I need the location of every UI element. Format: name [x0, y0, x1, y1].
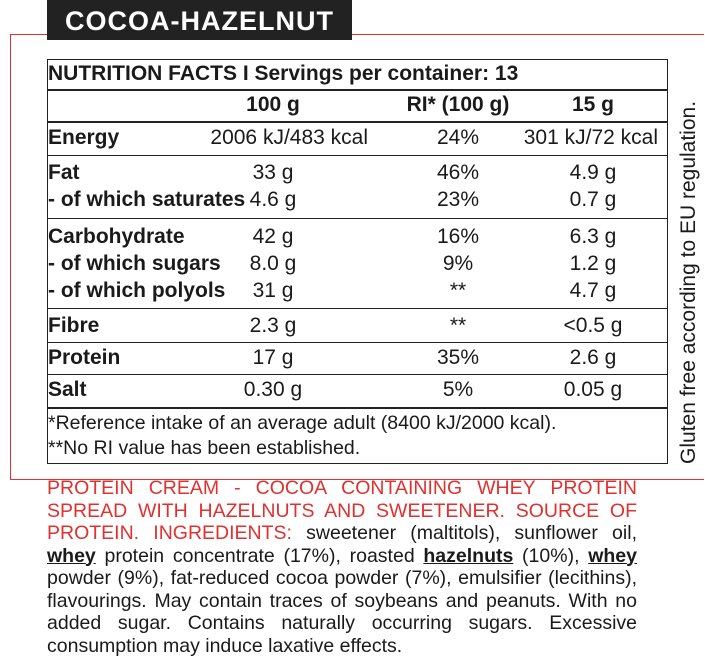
row-label-carbohydrate: Carbohydrate — [48, 225, 185, 248]
fat-100g: 33 g — [252, 161, 294, 184]
nutrition-header: NUTRITION FACTS I Servings per container: 13 — [48, 62, 519, 85]
saturates-ri: 23% — [436, 188, 480, 211]
salt-15g: 0.05 g — [563, 378, 623, 401]
divider — [48, 121, 667, 123]
ingredients-part: protein concentrate (17%), roasted — [95, 544, 424, 567]
protein-100g: 17 g — [252, 346, 294, 369]
energy-100g: 2006 kJ/483 kcal — [210, 126, 368, 149]
ingredients-text — [47, 477, 637, 657]
polyols-100g: 31 g — [252, 279, 294, 302]
allergen-hazelnuts: hazelnuts — [423, 544, 514, 567]
energy-ri: 24% — [436, 126, 480, 149]
carbohydrate-100g: 42 g — [252, 225, 294, 248]
fibre-15g: <0.5 g — [563, 314, 623, 337]
fibre-100g: 2.3 g — [249, 314, 297, 337]
row-label-salt: Salt — [48, 378, 87, 401]
divider — [48, 308, 667, 309]
divider — [48, 374, 667, 375]
salt-100g: 0.30 g — [243, 378, 303, 401]
row-label-fat: Fat — [48, 161, 80, 184]
row-label-fibre: Fibre — [48, 314, 100, 337]
ingredients-intro: PROTEIN CREAM - COCOA CONTAINING WHEY PROTEIN SPREAD WITH HAZELNUTS AND SWEETENER. SOURCE OF PROTEIN. INGREDIENTS: — [47, 477, 637, 544]
sugars-15g: 1.2 g — [569, 252, 617, 275]
row-label-polyols: - of which polyols — [48, 279, 226, 302]
row-label-saturates: - of which saturates — [48, 188, 246, 211]
carbohydrate-ri: 16% — [436, 225, 480, 248]
allergen-whey: whey — [47, 544, 96, 567]
sugars-ri: 9% — [442, 252, 474, 275]
col-header-ri: RI* (100 g) — [406, 93, 510, 116]
col-header-15g: 15 g — [571, 93, 615, 116]
fibre-ri: ** — [449, 314, 467, 337]
divider — [48, 155, 667, 156]
footnote-ri: *Reference intake of an average adult (8400 kJ/2000 kcal). — [48, 412, 557, 434]
divider — [48, 218, 667, 219]
product-title: COCOA-HAZELNUT — [47, 0, 352, 40]
protein-ri: 35% — [436, 346, 480, 369]
sugars-100g: 8.0 g — [249, 252, 297, 275]
saturates-100g: 4.6 g — [249, 188, 297, 211]
polyols-15g: 4.7 g — [569, 279, 617, 302]
gluten-free-note: Gluten free according to EU regulation. — [677, 100, 700, 464]
nutrition-facts-table — [47, 59, 668, 464]
footnote-no-ri: **No RI value has been established. — [48, 437, 361, 459]
ingredients-part: sweetener (maltitols), sunflower oil, — [291, 522, 637, 544]
divider — [48, 89, 667, 91]
carbohydrate-15g: 6.3 g — [569, 225, 617, 248]
fat-ri: 46% — [436, 161, 480, 184]
fat-15g: 4.9 g — [569, 161, 617, 184]
polyols-ri: ** — [449, 279, 467, 302]
ingredients-part: (10%), — [513, 544, 589, 567]
row-label-energy: Energy — [48, 126, 120, 149]
row-label-protein: Protein — [48, 346, 121, 369]
protein-15g: 2.6 g — [569, 346, 617, 369]
allergen-whey: whey — [588, 544, 637, 567]
col-header-100g: 100 g — [246, 93, 300, 116]
divider — [48, 342, 667, 343]
saturates-15g: 0.7 g — [569, 188, 617, 211]
divider — [48, 407, 667, 409]
energy-15g: 301 kJ/72 kcal — [523, 126, 658, 149]
salt-ri: 5% — [442, 378, 474, 401]
row-label-sugars: - of which sugars — [48, 252, 221, 275]
ingredients-part: powder (9%), fat-reduced cocoa powder (7%), emulsifier (lecithins), flavourings. May contain traces of soybeans and peanuts. With no added sugar. Contains naturally occurring sugars. Excessive consumption may induce laxative effects. — [47, 567, 637, 657]
